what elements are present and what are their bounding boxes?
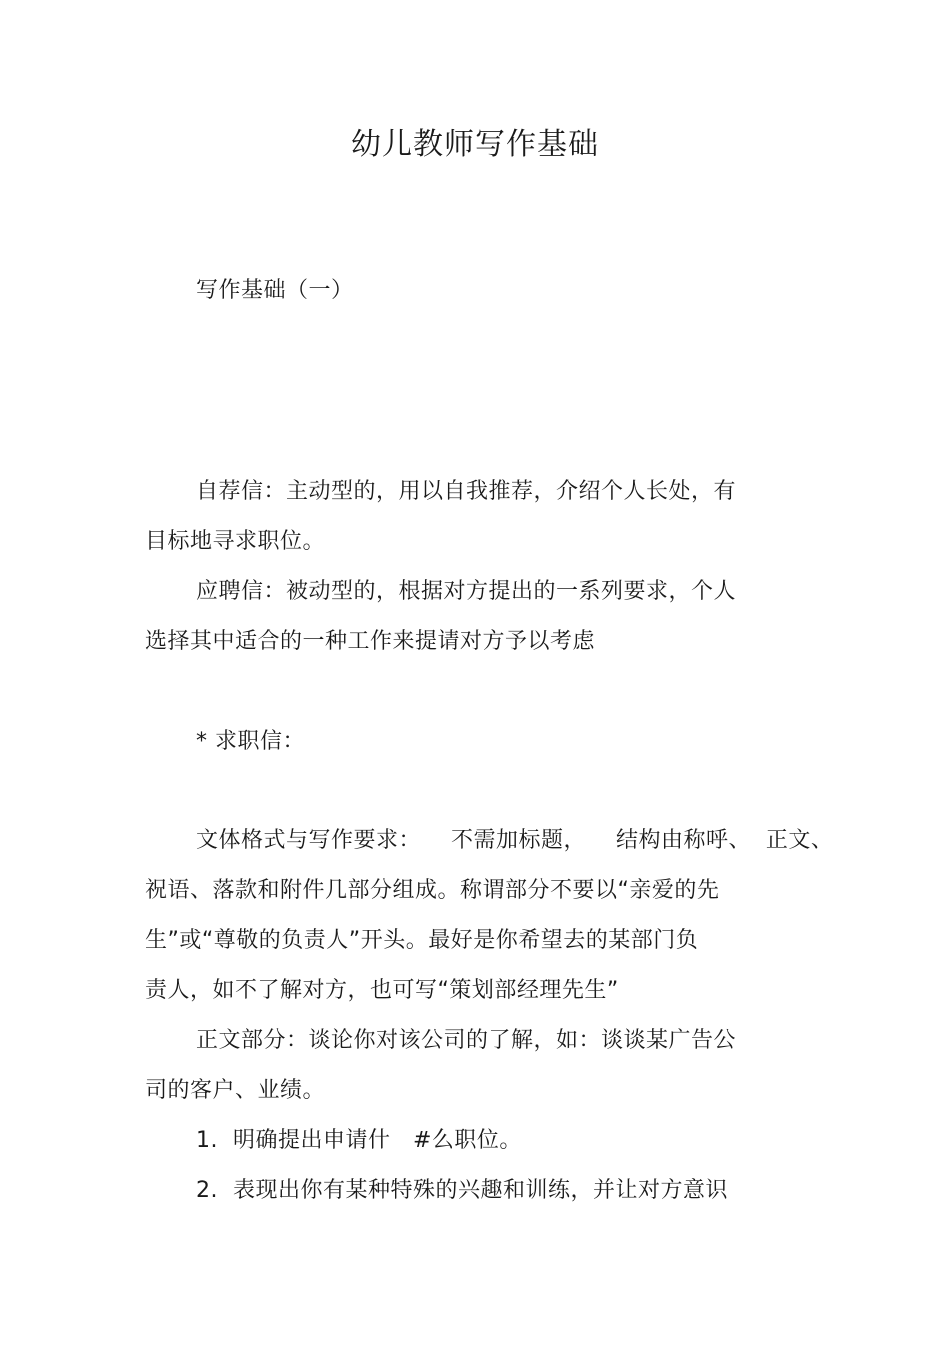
paragraph-line: 祝语、落款和附件几部分组成。称谓部分不要以“亲爱的先 [145, 878, 720, 903]
paragraph-line: 应聘信：被动型的，根据对方提出的一系列要求，个人 [196, 579, 737, 604]
list-item: 1. 明确提出申请什 #么职位。 [196, 1128, 522, 1153]
paragraph-line: 目标地寻求职位。 [145, 529, 326, 554]
paragraph-line: 正文部分：谈论你对该公司的了解，如：谈谈某广告公 [196, 1028, 737, 1053]
page-title: 幼儿教师写作基础 [351, 127, 599, 162]
section-heading: 写作基础（一） [196, 278, 354, 303]
subheading-line: * 求职信： [196, 729, 305, 754]
paragraph-line: 选择其中适合的一种工作来提请对方予以考虑 [145, 629, 596, 654]
paragraph-line: 司的客户、业绩。 [145, 1078, 326, 1103]
paragraph-line: 自荐信：主动型的，用以自我推荐，介绍个人长处，有 [196, 479, 737, 504]
list-item: 2. 表现出你有某种特殊的兴趣和训练，并让对方意识 [196, 1178, 728, 1203]
paragraph-line: 责人，如不了解对方，也可写“策划部经理先生” [145, 978, 619, 1003]
paragraph-line: 生”或“尊敬的负责人”开头。最好是你希望去的某部门负 [145, 928, 699, 953]
paragraph-line: 文体格式与写作要求： 不需加标题， 结构由称呼、 正文、 [196, 828, 834, 853]
